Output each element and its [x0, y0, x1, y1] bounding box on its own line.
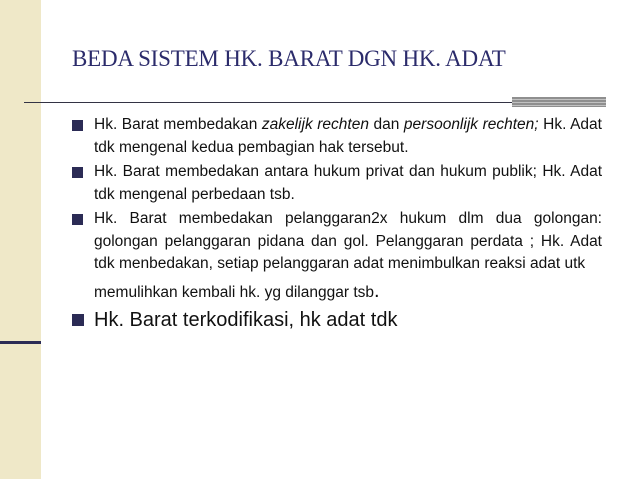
square-bullet-icon: [72, 120, 83, 131]
title-underline-accent-block: [512, 97, 606, 107]
bullet-item-3: [72, 208, 602, 304]
square-bullet-icon: [72, 314, 84, 326]
bullet-2-text: Hk. Barat membedakan antara hukum privat dan hukum publik; Hk. Adat tdk mengenal perbedaan tsb.: [94, 163, 602, 203]
bullet-3-end-mark: .: [374, 279, 380, 302]
square-bullet-icon: [72, 167, 83, 178]
bullet-1-text-c: Hk. Adat tdk mengenal kedua pembagian hak tersebut.: [94, 116, 602, 156]
bullet-3-last-line-text: memulihkan kembali hk. yg dilanggar tsb: [94, 283, 374, 301]
bullet-1-italic-b: persoonlijk rechten;: [403, 116, 539, 133]
bullet-item-1: [72, 114, 602, 159]
bullet-1-italic-a: zakelijk rechten: [261, 116, 369, 133]
bullet-4-text: Hk. Barat terkodifikasi, hk adat tdk: [94, 309, 398, 331]
title-underline-rule: [24, 102, 512, 103]
square-bullet-icon: [72, 214, 83, 225]
bullet-1-text-a: Hk. Barat membedakan: [94, 116, 262, 133]
bullet-list: [72, 114, 602, 336]
bullet-1-text-b: dan: [368, 116, 404, 133]
left-decorative-stripe: [0, 0, 41, 479]
bullet-item-4: [72, 306, 602, 334]
slide-title: BEDA SISTEM HK. BARAT DGN HK. ADAT: [72, 46, 506, 71]
bullet-3-last-line: [94, 280, 602, 305]
bullet-3-text: Hk. Barat membedakan pelanggaran2x hukum dlm dua golongan: golongan pelanggaran pidana dan gol. Pelanggaran perdata ; Hk. Adat tdk menbedakan, setiap pelanggaran adat menimbulkan reaksi adat utk: [94, 210, 602, 272]
bullet-item-2: [72, 161, 602, 206]
stripe-accent-bar: [0, 341, 41, 344]
